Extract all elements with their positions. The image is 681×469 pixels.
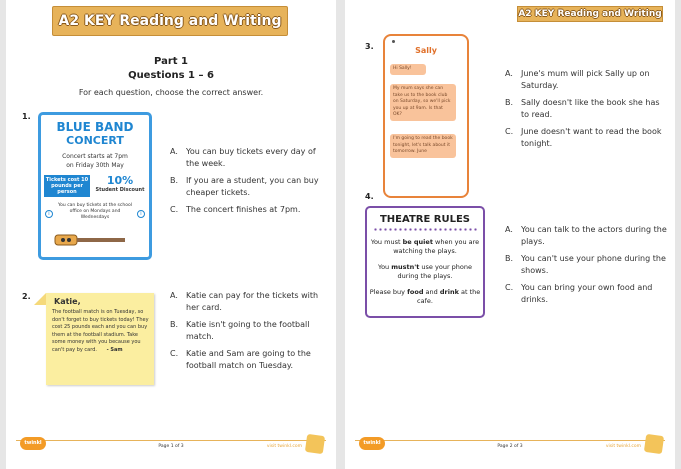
answer-options-q1 (170, 146, 320, 221)
dotted-divider (373, 228, 477, 231)
answer-option[interactable]: C. June doesn't want to read the book tonight. (505, 127, 662, 148)
answer-option[interactable]: B. Katie isn't going to the football match. (170, 320, 310, 341)
worksheet-page-1 (6, 0, 336, 469)
chat-bubble: Hi Sally! (390, 64, 426, 75)
part-title: Part 1 (154, 56, 188, 67)
poster-subtitle: CONCERT (66, 134, 124, 147)
answer-option[interactable]: C. You can bring your own food and drinks. (505, 283, 653, 304)
concert-poster (38, 112, 152, 260)
page-title-banner: A2 KEY Reading and Writing (517, 6, 663, 22)
badge-icon (305, 434, 325, 454)
theatre-rules-sign (365, 206, 485, 318)
answer-option[interactable]: B. You can't use your phone during the shows. (505, 254, 666, 275)
chat-bubble: I'm going to read the book tonight, let's talk about it tomorrow. June (390, 134, 456, 158)
info-icon: i (45, 210, 53, 218)
discount-label: Student Discount (95, 187, 145, 193)
poster-title: BLUE BAND (56, 120, 134, 134)
footer-link[interactable]: visit twinkl.com (605, 444, 641, 449)
answer-options-q4 (505, 224, 669, 311)
twinkl-logo: twinkl (20, 437, 46, 450)
question-number: 4. (365, 192, 374, 201)
info-icon: i (137, 210, 145, 218)
poster-info (41, 152, 149, 170)
note-recipient: Katie, (54, 297, 81, 306)
camera-dot (392, 40, 395, 43)
sticky-note (46, 293, 154, 385)
worksheet-page-2 (345, 0, 675, 469)
answer-options-q2 (170, 290, 320, 377)
rule-text: You mustn't use your phone during the plays. (377, 263, 473, 280)
chat-bubble: My mum says she can take us to the book club on Saturday, so we'll pick you up at 9am. Is that OK? (390, 84, 456, 121)
rule-text: You must be quiet when you are watching the plays. (370, 238, 480, 255)
rule-text: Please buy food and drink at the cafe. (369, 288, 481, 305)
question-number: 3. (365, 42, 374, 51)
questions-range: Questions 1 – 6 (128, 70, 214, 81)
guitar-icon (53, 227, 133, 251)
footer-link[interactable]: visit twinkl.com (266, 444, 302, 449)
answer-option[interactable]: A. June's mum will pick Sally up on Saturday. (505, 69, 650, 90)
note-signature: - Sam (106, 346, 123, 353)
poster-date: on Friday 30th May (66, 162, 124, 169)
question-number: 1. (22, 112, 31, 121)
poster-time: Concert starts at 7pm (62, 153, 128, 160)
twinkl-logo: twinkl (359, 437, 385, 450)
phone-message-screen (383, 34, 469, 198)
answer-option[interactable]: B. If you are a student, you can buy cheaper tickets. (170, 176, 319, 197)
ticket-price-box: Tickets cost 10 pounds per person (45, 177, 89, 195)
answer-options-q3 (505, 68, 669, 155)
answer-option[interactable]: A. You can talk to the actors during the plays. (505, 225, 667, 246)
question-number: 2. (22, 292, 31, 301)
note-fold (34, 293, 46, 305)
answer-option[interactable]: A. Katie can pay for the tickets with her card. (170, 291, 319, 312)
rules-title: THEATRE RULES (379, 214, 471, 225)
office-info: You can buy tickets at the school office on Mondays and Wednesdays (58, 203, 132, 220)
chat-contact-name: Sally (415, 46, 437, 55)
note-message: The football match is on Tuesday, so don't forget to buy tickets today! They cost 25 pounds each and you can buy them at the football stadium. Take some money with you because you can't pay by card. - Sam (52, 309, 149, 353)
answer-option[interactable]: B. Sally doesn't like the book she has to read. (505, 98, 660, 119)
discount-percent: 10% (106, 174, 134, 187)
page-footer (355, 437, 665, 457)
answer-option[interactable]: C. Katie and Sam are going to the football match on Tuesday. (170, 349, 311, 370)
page-number: Page 2 of 3 (497, 444, 523, 449)
page-title-banner: A2 KEY Reading and Writing (52, 6, 288, 36)
instruction-text: For each question, choose the correct answer. (78, 88, 264, 97)
answer-option[interactable]: A. You can buy tickets every day of the week. (170, 147, 316, 168)
badge-icon (644, 434, 664, 454)
answer-option[interactable]: C. The concert finishes at 7pm. (170, 205, 301, 214)
page-number: Page 1 of 3 (158, 444, 184, 449)
page-footer (16, 437, 326, 457)
